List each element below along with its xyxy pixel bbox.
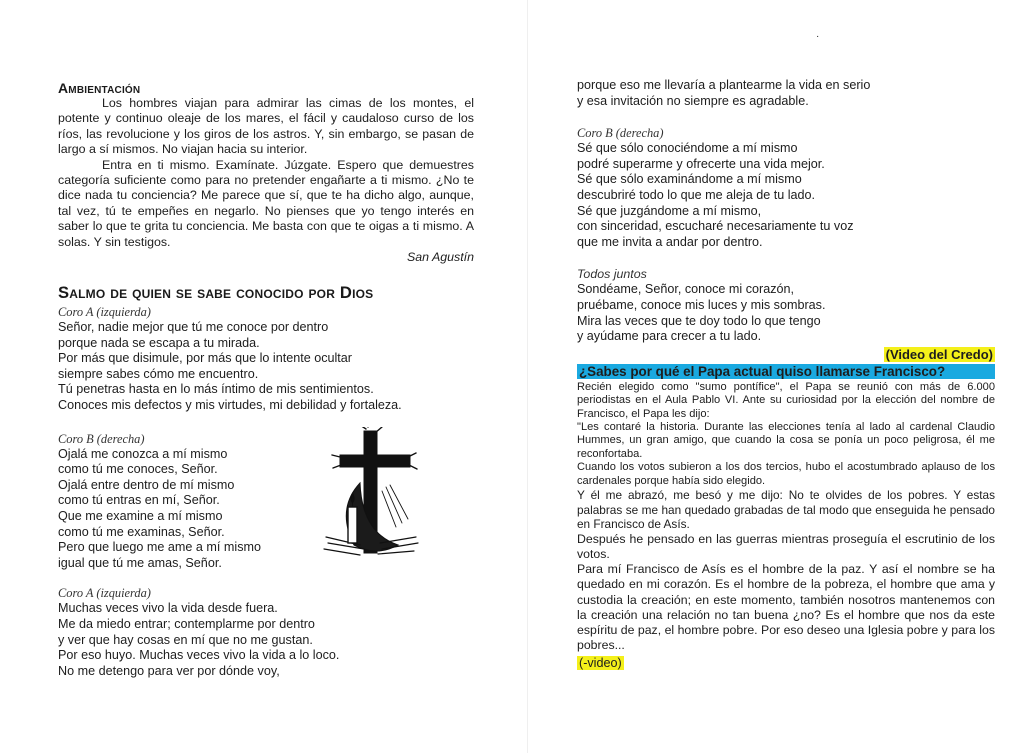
news-paragraph: Después he pensado en las guerras mientras proseguía el escrutinio de los votos. (577, 531, 995, 561)
stanza-label: Coro B (derecha) (577, 126, 664, 141)
verse-line: Me da miedo entrar; contemplarme por dentro (58, 616, 315, 631)
verse-line: Pero que luego me ame a mí mismo (58, 540, 261, 555)
verse-line: Muchas veces vivo la vida desde fuera. (58, 601, 278, 616)
salmo-title: Salmo de quien se sabe conocido por Dios (58, 283, 374, 303)
left-column (58, 80, 474, 679)
verse-line: Mira las veces que te doy todo lo que tengo (577, 313, 821, 328)
verse-line: pruébame, conoce mis luces y mis sombras. (577, 297, 826, 312)
speck: · (816, 31, 820, 42)
stanza-label: Coro A (izquierda) (58, 305, 151, 320)
stanza-label: Todos juntos (577, 267, 647, 282)
verse-line: Conoces mis defectos y mis virtudes, mi debilidad y fortaleza. (58, 398, 402, 413)
page-fold (527, 0, 528, 753)
verse-line: Por más que disimule, por más que lo intente ocultar (58, 351, 353, 366)
verse-line: porque nada se escapa a tu mirada. (58, 335, 260, 350)
stanza-coro-b (58, 431, 474, 572)
stanza-label: Coro A (izquierda) (58, 586, 151, 601)
verse-line: Ojalá entre dentro de mí mismo (58, 477, 235, 492)
verse-line: como tú entras en mí, Señor. (58, 493, 220, 508)
verse-line: y esa invitación no siempre es agradable. (577, 93, 809, 108)
verse-line: Sondéame, Señor, conoce mi corazón, (577, 282, 795, 297)
ambientacion-paragraph-2: Entra en ti mismo. Examínate. Júzgate. Espero que demuestres categoría suficiente como para no pretender engañarte a ti mismo. ¿No te dice nada tu conciencia? Me parece que sí, que te ha dicho algo, aunque, tal vez, tú te empeñes en negarlo. No pienses que yo tengo interés en saber lo que te grita tu conciencia. Me basta con que te oigas a ti mismo. A solas. Y sin testigos. (58, 157, 474, 249)
video-credo-row (577, 347, 995, 363)
end-video-marker: (-video) (579, 656, 622, 671)
right-column (577, 78, 995, 672)
stanza-coro-a-1 (58, 304, 474, 414)
stanza-coro-a-2 (58, 585, 474, 679)
verse-line: Sé que sólo conociéndome a mí mismo (577, 141, 798, 156)
news-paragraph: Cuando los votos subieron a los dos tercios, hubo el acostumbrado aplauso de los cardenales porque había sido elegido. (577, 461, 995, 487)
verse-line: porque eso me llevaría a plantearme la vida en serio (577, 78, 871, 92)
verse-line: que me invita a andar por dentro. (577, 234, 763, 249)
verse-line: igual que tú me amas, Señor. (58, 555, 222, 570)
end-video-row (577, 654, 995, 672)
stanza-label: Coro B (derecha) (58, 431, 145, 446)
verse-line: Que me examine a mí mismo (58, 509, 223, 523)
question-heading: ¿Sabes por qué el Papa actual quiso llamarse Francisco? (577, 364, 995, 379)
verse-line: siempre sabes cómo me encuentro. (58, 366, 259, 381)
news-paragraph: Y él me abrazó, me besó y me dijo: No te olvides de los pobres. Y estas palabras se me han quedado grabadas de tal modo que enseguida he pensado en Francisco de Asís. (577, 487, 995, 532)
news-paragraph: "Les contaré la historia. Durante las elecciones tenía al lado al cardenal Claudio Hummes, un gran amigo, que cuando la cosa se ponía un poco peligrosa, él me reconfortaba. (577, 420, 995, 460)
stanza-coro-b-right (577, 125, 995, 250)
ambientacion-title: Ambientación (58, 80, 141, 96)
verse-line: Por eso huyo. Muchas veces vivo la vida a lo loco. (58, 648, 340, 663)
verse-line: y ayúdame para crecer a tu lado. (577, 329, 762, 344)
question-row (577, 364, 995, 379)
cross-candle-illustration (320, 427, 420, 559)
verse-line: podré superarme y ofrecerte una vida mejor. (577, 156, 825, 171)
verse-line: Sé que juzgándome a mí mismo, (577, 203, 762, 218)
verse-line: Señor, nadie mejor que tú me conoce por dentro (58, 320, 329, 335)
verse-line: Ojalá me conozca a mí mismo (58, 446, 228, 461)
verse-line: con sinceridad, escucharé necesariamente tu voz (577, 219, 854, 234)
verse-line: Sé que sólo examinándome a mí mismo (577, 172, 802, 187)
news-paragraph: Recién elegido como "sumo pontífice", el Papa se reunió con más de 6.000 periodistas en el Aula Pablo VI. Ante su curiosidad por la elección del nombre de Francisco, el Papa les dijo: (577, 380, 995, 420)
verse-line: descubriré todo lo que me aleja de tu lado. (577, 187, 816, 202)
verse-line: Tú penetras hasta en lo más íntimo de mis sentimientos. (58, 382, 374, 397)
verse-line: No me detengo para ver por dónde voy, (58, 663, 280, 678)
stanza-todos-juntos (577, 266, 995, 344)
verse-line: y ver que hay cosas en mí que no me gustan. (58, 632, 313, 647)
verse-line: como tú me conoces, Señor. (58, 462, 218, 477)
ambientacion-paragraph-1: Los hombres viajan para admirar las cimas de los montes, el potente y continuo oleaje de los mares, el fácil y caudaloso curso de los ríos, las revolucione y los giros de los astros. Y, sin embargo, se pasan de largo a sí mismos. No viajan hacia su interior. (58, 96, 474, 157)
video-credo-marker: (Video del Credo) (885, 346, 993, 362)
verse-line: como tú me examinas, Señor. (58, 524, 225, 539)
attribution: San Agustín (406, 250, 474, 265)
news-paragraph: Para mí Francisco de Asís es el hombre de la paz. Y así el nombre se ha quedado en mi corazón. Es el hombre de la pobreza, el hombre que ama y custodia la creación; en este momento, también nosotros mantenemos con la creación una relación no tan buena ¿no? Es el hombre que nos da este espíritu de paz, el hombre pobre. Por eso deseo una Iglesia pobre y para los pobres... (577, 562, 995, 653)
